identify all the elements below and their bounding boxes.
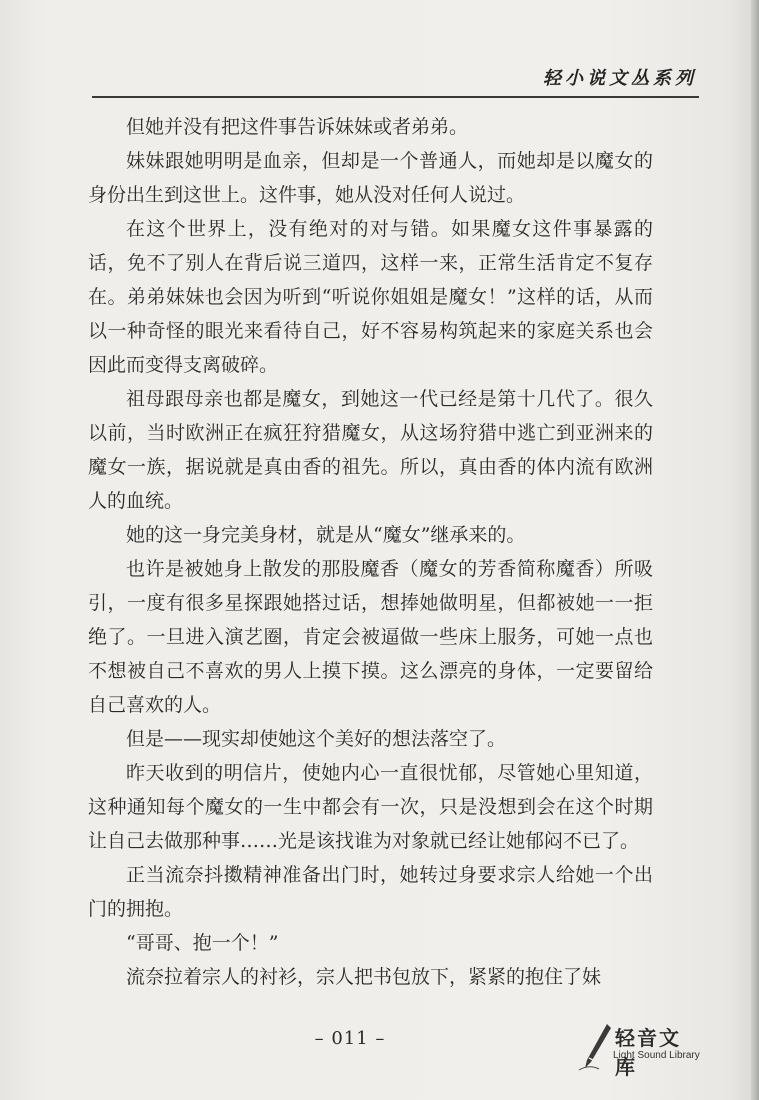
pen-icon [577,1022,613,1072]
paragraph: 但是——现实却使她这个美好的想法落空了。 [126,728,507,750]
paragraph: 但她并没有把这件事告诉妹妹或者弟弟。 [126,116,469,138]
paragraph: 在这个世界上，没有绝对的对与错。如果魔女这件事暴露的话，免不了别人在背后说三道四，这样一来，正常生活肯定不复存在。弟弟妹妹也会因为听到“听说你姐姐是魔女！”这样的话，从而以一种奇怪的眼光来看待自己，好不容易构筑起来的家庭关系也会因此而变得支离破碎。 [88,218,653,376]
paragraph: “哥哥、抱一个！” [126,932,279,954]
header-rule [92,96,699,98]
paragraph: 她的这一身完美身材，就是从“魔女”继承来的。 [126,524,526,546]
publisher-name-cn: 轻音文库 [615,1026,681,1079]
paragraph: 妹妹跟她明明是血亲，但却是一个普通人，而她却是以魔女的身份出生到这世上。这件事，她从没对任何人说过。 [88,150,653,206]
paragraph: 也许是被她身上散发的那股魔香（魔女的芳香简称魔香）所吸引，一度有很多星探跟她搭过话，想捧她做明星，但都被她一一拒绝了。一旦进入演艺圈，肯定会被逼做一些床上服务，可她一点也不想被自己不喜欢的男人上摸下摸。这么漂亮的身体，一定要留给自己喜欢的人。 [88,558,653,716]
page-edge [751,0,759,1100]
publisher-name-en: Light Sound Library [613,1050,700,1061]
paragraph: 流奈拉着宗人的衬衫，宗人把书包放下，紧紧的抱住了妹 [126,966,602,988]
paragraph: 正当流奈抖擞精神准备出门时，她转过身要求宗人给她一个出门的拥抱。 [88,864,653,920]
paragraph: 祖母跟母亲也都是魔女，到她这一代已经是第十几代了。很久以前，当时欧洲正在疯狂狩猎魔女，从这场狩猎中逃亡到亚洲来的魔女一族，据说就是真由香的祖先。所以，真由香的体内流有欧洲人的血统。 [88,388,653,512]
page-number: – 011 – [314,1028,386,1049]
body-text [88,110,653,994]
publisher-logo [577,1022,700,1079]
series-title: 轻小说文丛系列 [543,68,697,89]
paragraph: 昨天收到的明信片，使她内心一直很忧郁，尽管她心里知道，这种通知每个魔女的一生中都会有一次，只是没想到会在这个时期让自己去做那种事……光是该找谁为对象就已经让她郁闷不已了。 [88,762,653,852]
